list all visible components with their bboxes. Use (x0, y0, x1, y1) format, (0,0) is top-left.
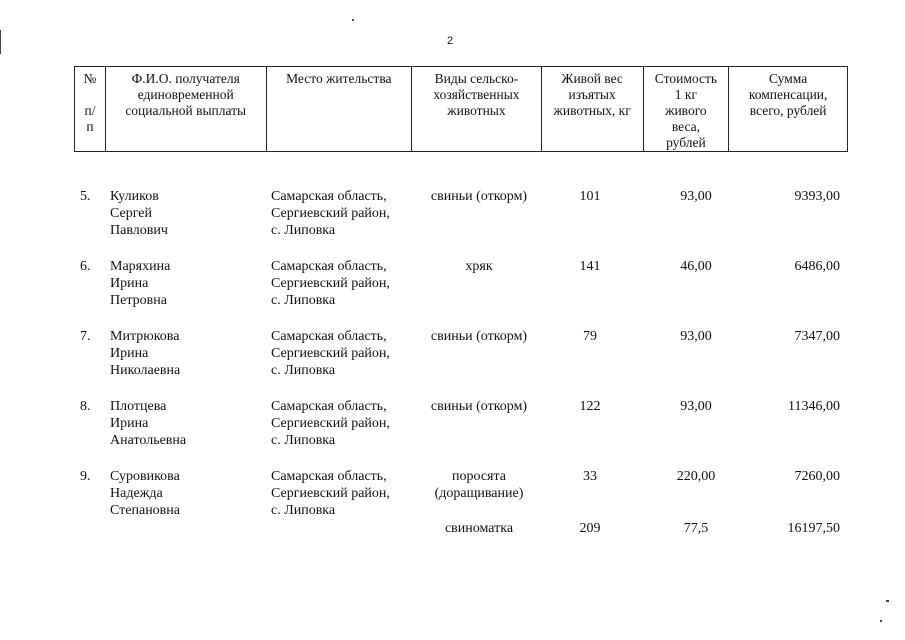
row-sum: 7347,00 (794, 329, 840, 344)
header-weight: Живой вес изъятых животных, кг (542, 67, 644, 151)
row-price: 93,00 (680, 329, 712, 344)
row-sum: 6486,00 (794, 259, 840, 274)
row-name: Куликов Сергей Павлович (110, 189, 168, 238)
row-weight: 122 (579, 399, 601, 414)
row-animal: свиноматка (444, 521, 514, 536)
row-price: 46,00 (680, 259, 712, 274)
row-num: 9. (80, 469, 91, 484)
row-place: Самарская область, Сергиевский район, с. Липовка (271, 399, 390, 448)
row-weight: 209 (579, 521, 601, 536)
header-place: Место жительства (267, 67, 413, 151)
row-place: Самарская область, Сергиевский район, с. Липовка (271, 259, 390, 308)
row-name: Плотцева Ирина Анатольевна (110, 399, 187, 448)
table-header (74, 66, 848, 152)
row-price: 93,00 (680, 189, 712, 204)
row-sum: 11346,00 (788, 399, 840, 414)
scan-edge-mark (0, 30, 1, 54)
header-num: № п/ п (75, 67, 106, 151)
row-sum: 16197,50 (787, 521, 840, 536)
row-price: 93,00 (680, 399, 712, 414)
row-weight: 33 (583, 469, 597, 484)
row-name: Суровикова Надежда Степановна (110, 469, 180, 518)
row-price: 220,00 (676, 469, 716, 484)
header-sum: Сумма компенсации, всего, рублей (748, 71, 828, 118)
row-sum: 9393,00 (794, 189, 840, 204)
row-place: Самарская область, Сергиевский район, с. Липовка (271, 469, 390, 518)
page-number: 2 (447, 35, 454, 47)
row-weight: 141 (579, 259, 601, 274)
row-num: 5. (80, 189, 91, 204)
row-animal: свиньи (откорм) (430, 399, 528, 414)
row-place: Самарская область, Сергиевский район, с. Липовка (271, 189, 390, 238)
row-name: Маряхина Ирина Петровна (110, 259, 171, 308)
row-animal: поросята (доращивание) (434, 469, 524, 501)
row-animal: хряк (465, 259, 493, 274)
row-sum: 7260,00 (794, 469, 840, 484)
row-num: 6. (80, 259, 91, 274)
header-price: Стоимость 1 кг живого веса, рублей (644, 67, 730, 151)
header-animal: Виды сельско- хозяйственных животных (412, 67, 542, 151)
row-animal: свиньи (откорм) (430, 329, 528, 344)
scan-speck (880, 620, 882, 622)
row-weight: 79 (583, 329, 597, 344)
scan-speck (886, 600, 889, 602)
row-num: 7. (80, 329, 91, 344)
row-place: Самарская область, Сергиевский район, с. Липовка (271, 329, 390, 378)
scan-speck (352, 19, 354, 21)
row-name: Митрюкова Ирина Николаевна (110, 329, 181, 378)
row-num: 8. (80, 399, 91, 414)
row-animal: свиньи (откорм) (430, 189, 528, 204)
header-name: Ф.И.О. получателя единовременной социальной выплаты (106, 67, 267, 151)
row-weight: 101 (579, 189, 601, 204)
row-price: 77,5 (683, 521, 709, 536)
